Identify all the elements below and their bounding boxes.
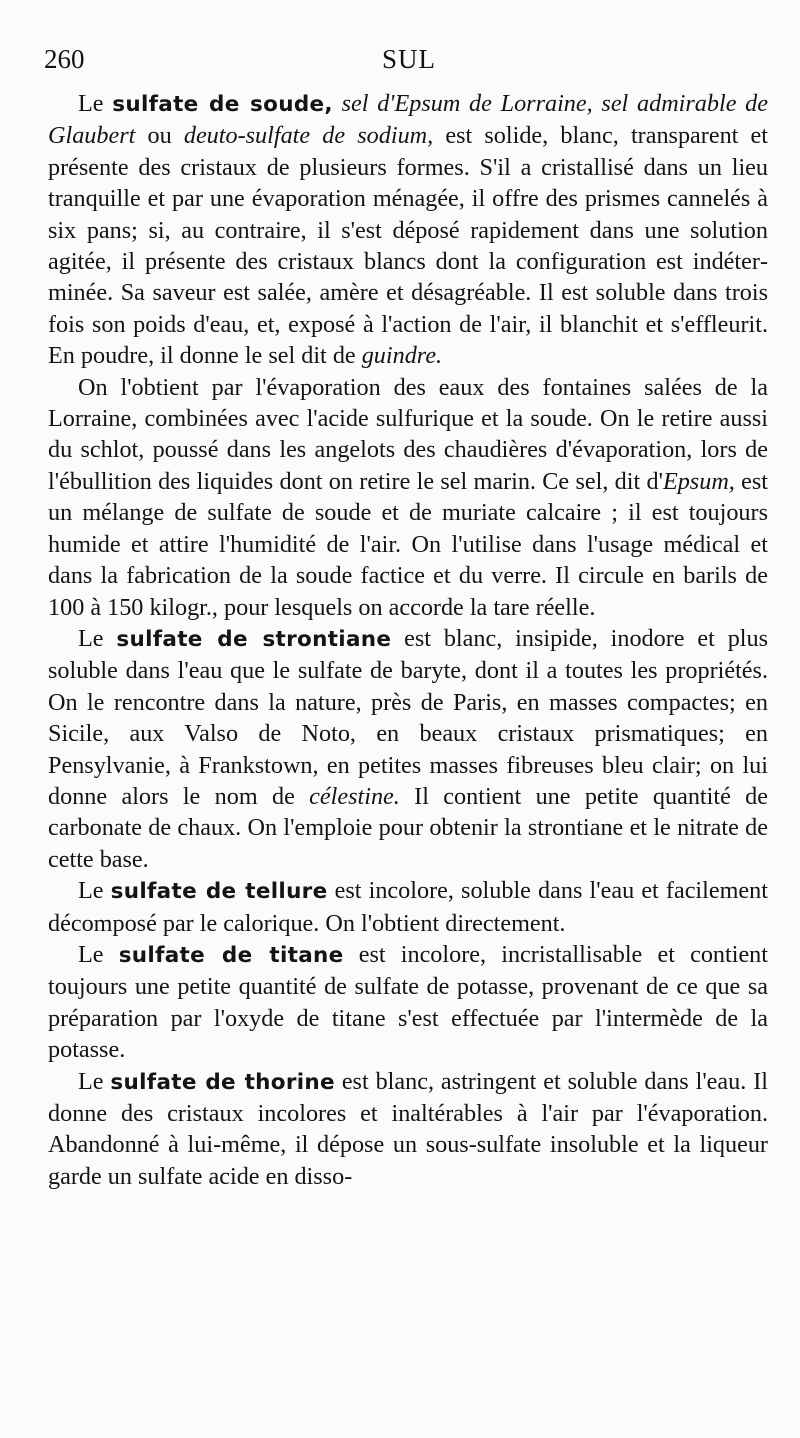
paragraph-text: est incolore, incristallisable et contient toujours une petite quantité de sulfate de potasse, provenant de ce que sa préparation par l'oxyde de titane s'est effectuée par l'intermède de la potasse. [48,940,769,1064]
italic-text: guindre. [361,342,443,370]
italic-text: deuto-sulfate de sodium, [183,122,434,150]
paragraph-lead: Le [78,1067,111,1095]
running-head [44,44,770,80]
paragraph-lead: Le [78,90,113,117]
paragraph-sulfate-de-tellure [48,875,768,939]
paragraph-text: Il contient une petite quantité de carbonate de chaux. On l'emploie pour obtenir la strontiane et le nitrate de cette base. [48,782,769,873]
paragraph-text: On l'obtient par l'évaporation des eaux des fontaines salées de la Lorraine, combinées avec l'acide sulfurique et la soude. On le retire aussi du schlot, poussé dans les angelots des chaudières d'évaporation, lors de l'ébullition des liquides dont on retire le sel marin. Ce sel, dit d' [48,373,768,495]
paragraph-sulfate-de-strontiane [48,623,768,875]
entry-term: sulfate de thorine [110,1069,335,1095]
paragraph-sulfate-de-thorine [48,1066,768,1193]
paragraph-text: ou [135,122,184,150]
entry-term: sulfate de tellure [110,879,328,905]
entry-term: sulfate de strontiane [116,626,392,652]
paragraph-lead: Le [78,877,111,905]
italic-text: Epsum, [662,467,735,495]
entry-term: sulfate de soude, [112,92,333,117]
paragraph-obtention [48,372,768,623]
paragraph-lead: Le [78,624,117,652]
italic-text: sel d'Epsum de Lorraine, sel admirable de Glaubert [48,90,769,150]
paragraph-text: est blanc, insipide, inodore et plus soluble dans l'eau que le sulfate de baryte, dont il a toutes les propriétés. On le rencontre dans la nature, près de Paris, en masses compactes; en Sicile, aux Valso de Noto, en beaux cristaux prismatiques; en Pensylvanie, à Frankstown, en petites masses fibreuses bleu clair; on lui donne alors le nom de [48,624,769,810]
running-title: SUL [382,44,437,74]
paragraph-sulfate-de-titane [48,939,768,1066]
paragraph-text: est solide, blanc, transparent et présente des cristaux de plusieurs formes. S'il a cristallisé dans un lieu tranquille et par une évaporation ménagée, il offre des prismes cannelés à six pans; si, au contraire, il s'est déposé rapidement dans une solution agitée, il présente des cristaux blancs dont la configuration est indéterminée. Sa saveur est salée, amère et désagréable. Il est soluble dans trois fois son poids d'eau, et, exposé à l'action de l'air, il blanchit et s'effleurit. En poudre, il donne le sel dit de [48,122,768,370]
paragraph-text: est blanc, astringent et soluble dans l'eau. Il donne des cristaux incolores et inaltérables à l'air par l'évaporation. Abandonné à lui-même, il dépose un sous-sulfate insoluble et la liqueur garde un sulfate acide en disso- [48,1067,768,1190]
page-number: 260 [44,44,85,74]
italic-text: célestine. [309,782,400,810]
paragraph-lead: Le [78,940,119,968]
paragraph-sulfate-de-soude [48,88,768,372]
body-text [48,88,768,1192]
entry-term: sulfate de titane [118,942,344,968]
paragraph-text: est incolore, soluble dans l'eau et facilement décomposé par le calorique. On l'obtient directement. [48,877,768,937]
paragraph-text: est un mélange de sulfate de soude et de muriate calcaire ; il est toujours humide et attire l'humidité de l'air. On l'utilise dans l'usage médical et dans la fabrication de la soude factice et du verre. Il circule en barils de 100 à 150 kilogr., pour lesquels on accorde la tare réelle. [48,467,768,621]
